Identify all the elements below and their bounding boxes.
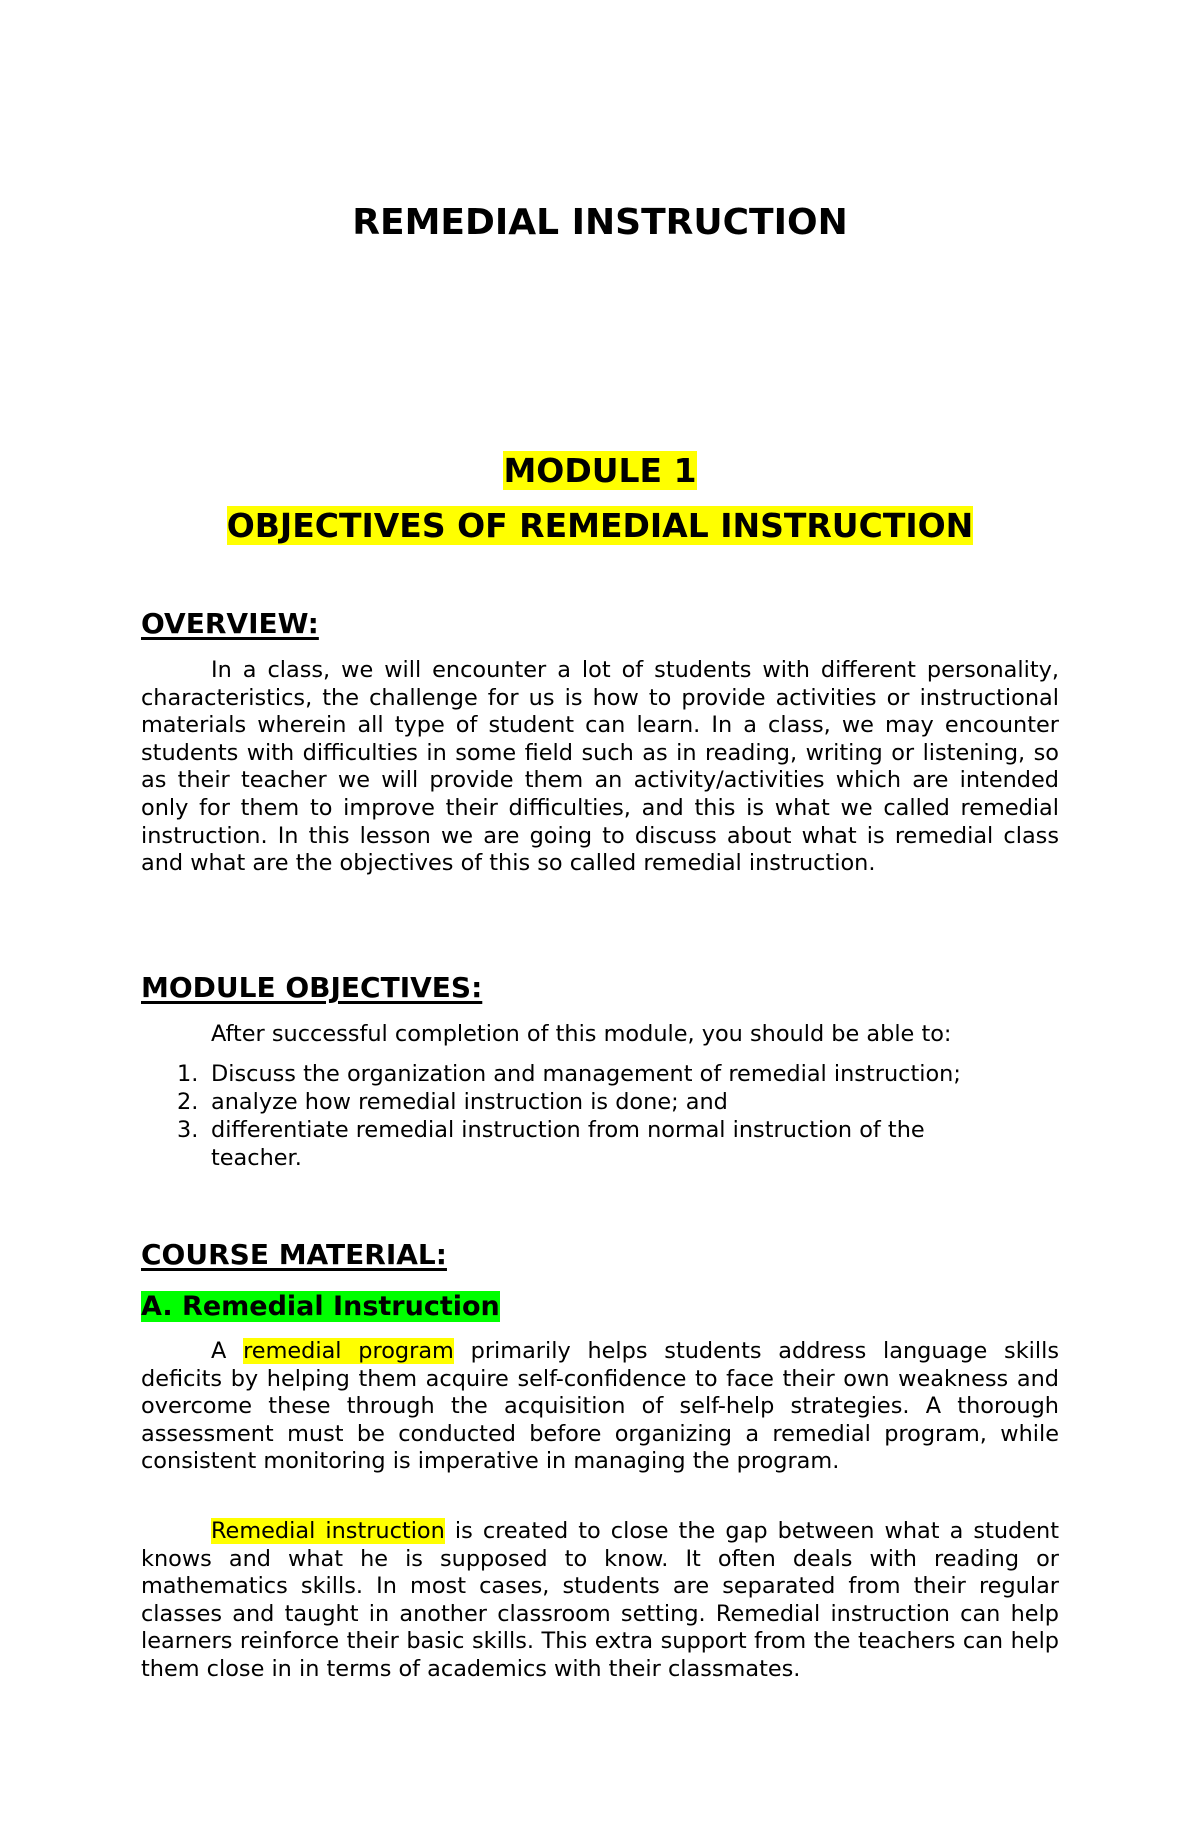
paragraph-lead: A [211,1338,244,1364]
objective-text: differentiate remedial instruction from normal instruction of the teacher. [211,1117,925,1171]
objective-item [141,1116,971,1172]
module-title-label: OBJECTIVES OF REMEDIAL INSTRUCTION [226,506,974,545]
module-title-heading [141,503,1059,549]
remedial-instruction-highlight: Remedial instruction [211,1518,445,1544]
objective-item [141,1060,971,1088]
objective-number: 2. [177,1089,199,1115]
subheading-label: A. Remedial Instruction [141,1291,500,1322]
objective-text: analyze how remedial instruction is done; and [211,1089,728,1115]
document-title: REMEDIAL INSTRUCTION [352,202,848,243]
course-material-heading: COURSE MATERIAL: [141,1238,447,1271]
module-number-heading [141,448,1059,494]
remedial-program-paragraph [141,1338,1059,1476]
objectives-intro: After successful completion of this module, you should be able to: [211,1021,952,1047]
remedial-instruction-subheading [141,1288,500,1326]
overview-paragraph: In a class, we will encounter a lot of students with different personality, characteristics, the challenge for us is how to provide activities or instructional materials wherein all type of student can learn. In a class, we may encounter students with difficulties in some field such as in reading, writing or listening, so as their teacher we will provide them an activity/activities which are intended only for them to improve their difficulties, and this is what we called remedial instruction. In this lesson we are going to discuss about what is remedial class and what are the objectives of this so called remedial instruction. [141,657,1059,877]
paragraph-body: is created to close the gap between what a student knows and what he is supposed to know. It often deals with reading or mathematics skills. In most cases, students are separated from their regular classes and taught in another classroom setting. Remedial instruction can help learners reinforce their basic skills. This extra support from the teachers can help them close in in terms of academics with their classmates. [141,1518,1060,1682]
objective-item [141,1088,971,1116]
remedial-program-highlight: remedial program [243,1338,454,1364]
module-objectives-heading: MODULE OBJECTIVES: [141,971,483,1004]
module-number-label: MODULE 1 [503,451,697,490]
objective-number: 1. [177,1061,199,1087]
paragraph-body: primarily helps students address language skills deficits by helping them acquire self-confidence to face their own weakness and overcome these through the acquisition of self-help strategies. A thorough assessment must be conducted before organizing a remedial program, while consistent monitoring is imperative in managing the program. [141,1338,1059,1475]
objective-text: Discuss the organization and management of remedial instruction; [211,1061,961,1087]
remedial-instruction-paragraph [141,1518,1059,1684]
objectives-list [141,1060,1059,1172]
overview-heading: OVERVIEW: [141,607,319,640]
objective-number: 3. [177,1117,199,1143]
